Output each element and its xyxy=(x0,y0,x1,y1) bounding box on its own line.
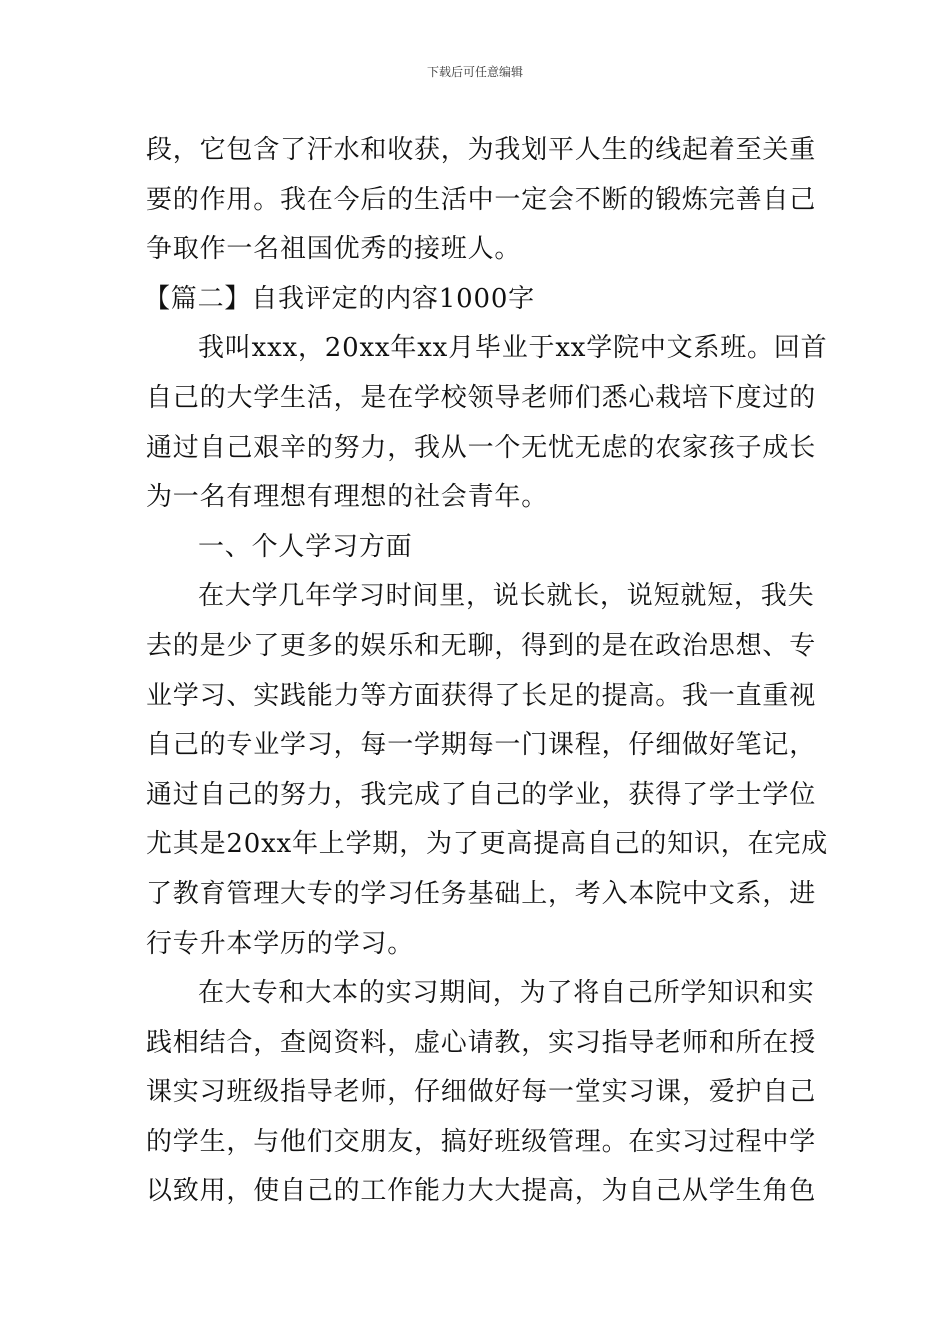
document-body xyxy=(144,126,829,1217)
text-line: 行专升本学历的学习。 xyxy=(146,928,415,959)
text-line: 通过自己的努力，我完成了自己的学业，获得了学士学位 xyxy=(146,779,817,810)
text-line: 通过自己艰辛的努力，我从一个无忧无虑的农家孩子成长 xyxy=(146,432,817,463)
text-line: 自己的大学生活，是在学校领导老师们悉心栽培下度过的 xyxy=(146,382,817,413)
text-line: 段，它包含了汗水和收获，为我划平人生的线起着至关重 xyxy=(146,135,817,165)
text-line: 去的是少了更多的娱乐和无聊，得到的是在政治思想、专 xyxy=(146,630,817,661)
text-line: 要的作用。我在今后的生活中一定会不断的锻炼完善自己 xyxy=(146,184,817,215)
text-line: 的学生，与他们交朋友，搞好班级管理。在实习过程中学 xyxy=(146,1126,817,1157)
text-line: 业学习、实践能力等方面获得了长足的提高。我一直重视 xyxy=(146,680,817,711)
text-line: 我叫xxx，20xx年xx月毕业于xx学院中文系班。回首 xyxy=(198,333,828,364)
text-line: 以致用，使自己的工作能力大大提高，为自己从学生角色 xyxy=(146,1176,817,1207)
text-line: 在大学几年学习时间里，说长就长，说短就短，我失 xyxy=(198,581,815,612)
page-header-note: 下载后可任意编辑 xyxy=(426,65,523,79)
text-line: 为一名有理想有理想的社会青年。 xyxy=(146,482,549,513)
text-line: 课实习班级指导老师，仔细做好每一堂实习课，爱护自己 xyxy=(146,1077,817,1108)
text-line: 在大专和大本的实习期间，为了将自己所学知识和实 xyxy=(198,978,815,1009)
text-line: 尤其是20xx年上学期，为了更高提高自己的知识，在完成 xyxy=(146,829,829,860)
text-line: 争取作一名祖国优秀的接班人。 xyxy=(146,234,522,265)
subsection-heading: 一、个人学习方面 xyxy=(198,531,413,562)
text-line: 了教育管理大专的学习任务基础上，考入本院中文系，进 xyxy=(146,878,817,909)
text-line: 践相结合，查阅资料，虚心请教，实习指导老师和所在授 xyxy=(146,1027,817,1058)
section-heading: 【篇二】自我评定的内容1000字 xyxy=(144,283,535,314)
text-line: 自己的专业学习，每一学期每一门课程，仔细做好笔记， xyxy=(146,730,817,761)
